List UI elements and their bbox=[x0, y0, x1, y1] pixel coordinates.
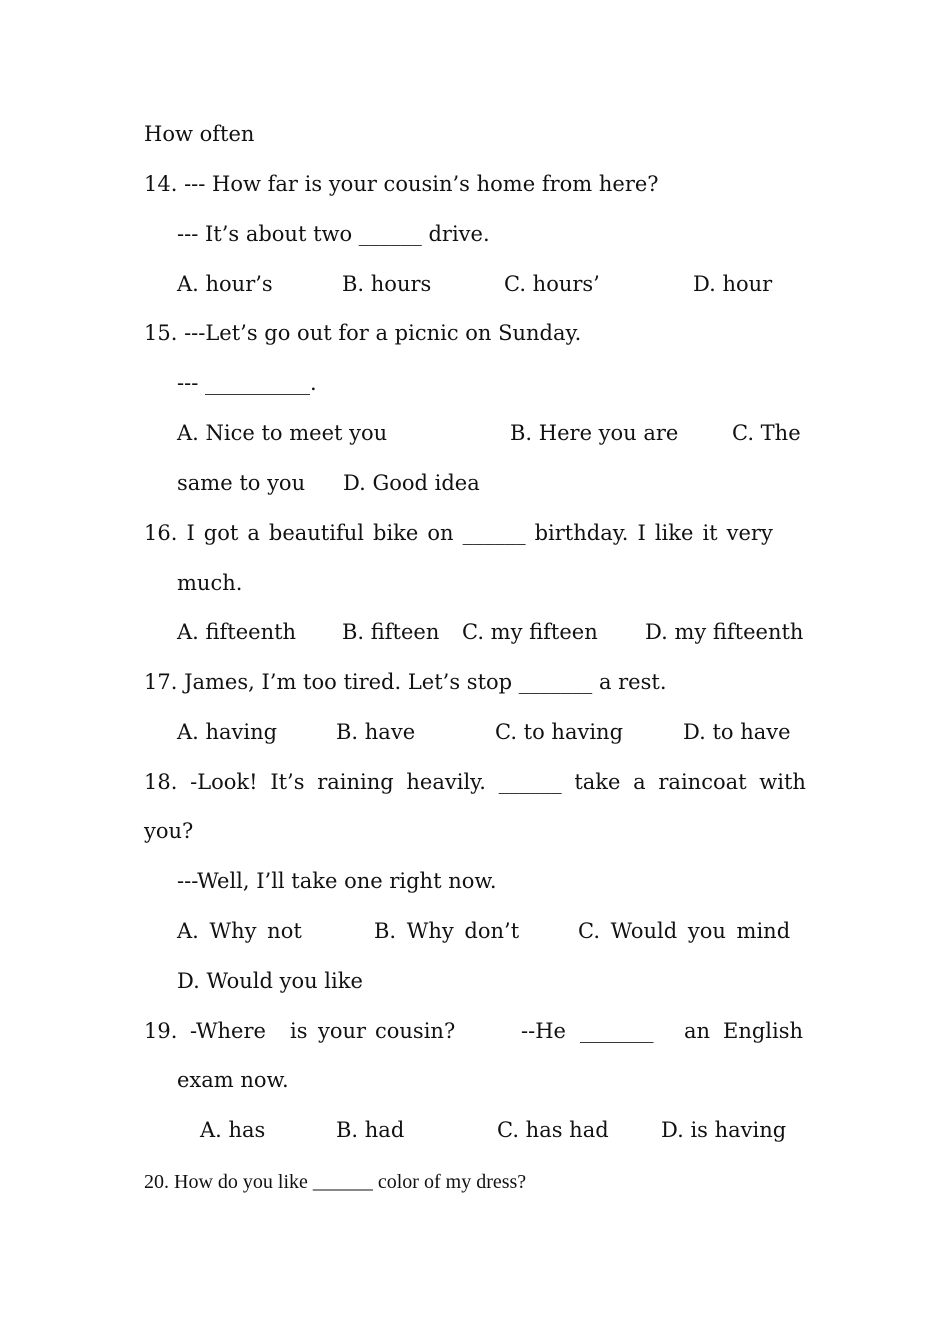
q15-option-b: B. Here you are bbox=[510, 421, 679, 445]
q19-word: cousin? bbox=[375, 1019, 456, 1043]
q15-stem: 15. ---Let’s go out for a picnic on Sunday. bbox=[144, 321, 582, 345]
q16-word: it bbox=[702, 521, 718, 545]
q16-option-d: D. my fifteenth bbox=[645, 620, 804, 644]
q18-word: take bbox=[574, 770, 621, 794]
q15-option-c-part2: same to you bbox=[177, 471, 306, 495]
q16-option-b: B. fifteen bbox=[342, 620, 440, 644]
q19-option-d: D. is having bbox=[661, 1118, 787, 1142]
q14-option-b: B. hours bbox=[342, 272, 432, 296]
q16-stem-line2: much. bbox=[177, 571, 243, 595]
q18-word: It’s bbox=[270, 770, 305, 794]
q18-option-c: C. Would you mind bbox=[578, 919, 791, 943]
q16-word: a bbox=[247, 521, 260, 545]
q18-stem-line2: you? bbox=[144, 819, 194, 843]
q19-word: your bbox=[318, 1019, 367, 1043]
q16-word: beautiful bbox=[268, 521, 364, 545]
previous-answer-fragment: How often bbox=[144, 122, 255, 146]
q18-word: 18. bbox=[144, 770, 178, 794]
q14-option-c: C. hours’ bbox=[504, 272, 600, 296]
q19-word: English bbox=[723, 1019, 804, 1043]
q19-word: an bbox=[684, 1019, 711, 1043]
q17-stem: 17. James, I’m too tired. Let’s stop _______ a rest. bbox=[144, 670, 667, 694]
q17-option-b: B. have bbox=[336, 720, 416, 744]
q18-word: raining bbox=[317, 770, 394, 794]
q14-stem: 14. --- How far is your cousin’s home from here? bbox=[144, 172, 659, 196]
q16-blank: ______ bbox=[462, 521, 526, 545]
q18-word: with bbox=[759, 770, 806, 794]
q17-option-a: A. having bbox=[177, 720, 278, 744]
q18-option-d: D. Would you like bbox=[177, 969, 363, 993]
q18-word: heavily. bbox=[406, 770, 486, 794]
q19-word: 19. bbox=[144, 1019, 178, 1043]
q19-option-b: B. had bbox=[336, 1118, 405, 1142]
q19-blank: _______ bbox=[580, 1019, 654, 1043]
q15-option-a: A. Nice to meet you bbox=[177, 421, 388, 445]
q19-stem-line2: exam now. bbox=[177, 1068, 289, 1092]
q16-word: very bbox=[726, 521, 773, 545]
q19-option-a: A. has bbox=[200, 1118, 266, 1142]
q16-word: got bbox=[203, 521, 239, 545]
q18-blank: ______ bbox=[498, 770, 562, 794]
q19-option-c: C. has had bbox=[497, 1118, 609, 1142]
q16-word: on bbox=[427, 521, 454, 545]
q16-word: like bbox=[654, 521, 694, 545]
q17-option-d: D. to have bbox=[683, 720, 791, 744]
q16-word: bike bbox=[373, 521, 419, 545]
q16-word: birthday. bbox=[534, 521, 629, 545]
q20-stem: 20. How do you like ______ color of my dress? bbox=[144, 1171, 527, 1193]
q16-word: I bbox=[186, 521, 195, 545]
q19-word: is bbox=[290, 1019, 308, 1043]
q18-option-b: B. Why don’t bbox=[374, 919, 520, 943]
q19-word: --He bbox=[521, 1019, 566, 1043]
q16-option-a: A. fifteenth bbox=[177, 620, 297, 644]
q19-word: -Where bbox=[190, 1019, 266, 1043]
q14-reply: --- It’s about two ______ drive. bbox=[177, 222, 490, 246]
q14-option-a: A. hour’s bbox=[177, 272, 273, 296]
q16-option-c: C. my fifteen bbox=[462, 620, 598, 644]
q16-stem-line1 bbox=[144, 519, 773, 547]
q18-reply: ---Well, I’ll take one right now. bbox=[177, 869, 497, 893]
q18-word: -Look! bbox=[190, 770, 258, 794]
q18-word: a bbox=[633, 770, 646, 794]
q16-word: 16. bbox=[144, 521, 178, 545]
q15-option-d: D. Good idea bbox=[343, 471, 480, 495]
q14-option-d: D. hour bbox=[693, 272, 773, 296]
q18-word: raincoat bbox=[658, 770, 747, 794]
q15-option-c-part1: C. The bbox=[732, 421, 801, 445]
q16-word: I bbox=[637, 521, 646, 545]
q18-stem-line1 bbox=[144, 768, 806, 796]
q18-option-a: A. Why not bbox=[177, 919, 302, 943]
q17-option-c: C. to having bbox=[495, 720, 624, 744]
q15-reply: --- __________. bbox=[177, 371, 317, 395]
